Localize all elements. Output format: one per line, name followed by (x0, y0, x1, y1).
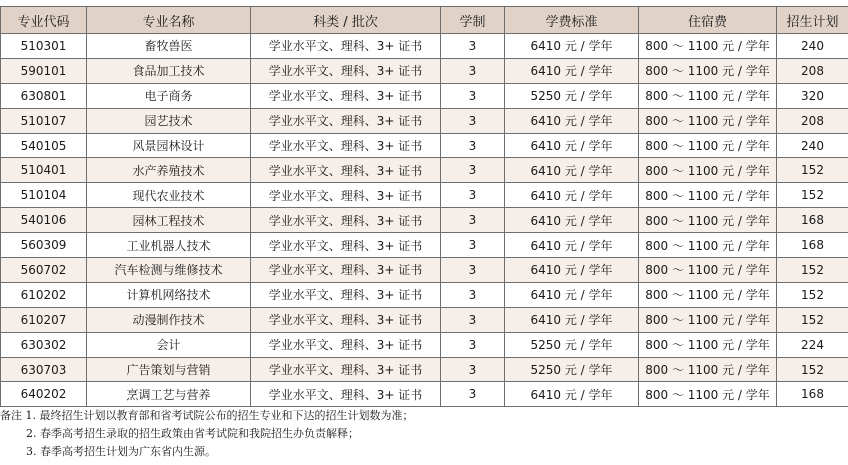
tuition-cell: 5250 元 / 学年 (505, 357, 639, 382)
major-code-cell: 610207 (1, 307, 87, 332)
table-row (1, 382, 848, 407)
header-category-batch: 科类 / 批次 (251, 7, 441, 34)
tuition-cell: 5250 元 / 学年 (505, 332, 639, 357)
tuition-cell: 6410 元 / 学年 (505, 382, 639, 407)
category-batch-cell: 学业水平文、理科、3+ 证书 (251, 258, 441, 283)
category-batch-cell: 学业水平文、理科、3+ 证书 (251, 282, 441, 307)
tuition-cell: 6410 元 / 学年 (505, 282, 639, 307)
enrollment-plan-cell: 208 (777, 108, 848, 133)
category-batch-cell: 学业水平文、理科、3+ 证书 (251, 307, 441, 332)
table-row (1, 282, 848, 307)
accommodation-cell: 800 ～ 1100 元 / 学年 (639, 382, 777, 407)
duration-cell: 3 (441, 282, 505, 307)
header-duration: 学制 (441, 7, 505, 34)
major-code-cell: 510104 (1, 183, 87, 208)
major-name-cell: 工业机器人技术 (87, 233, 251, 258)
major-name-cell: 汽车检测与维修技术 (87, 258, 251, 283)
table-row (1, 357, 848, 382)
accommodation-cell: 800 ～ 1100 元 / 学年 (639, 58, 777, 83)
table-row (1, 133, 848, 158)
accommodation-cell: 800 ～ 1100 元 / 学年 (639, 357, 777, 382)
enrollment-plan-cell: 152 (777, 258, 848, 283)
major-code-cell: 540105 (1, 133, 87, 158)
major-name-cell: 园艺技术 (87, 108, 251, 133)
tuition-cell: 5250 元 / 学年 (505, 83, 639, 108)
accommodation-cell: 800 ～ 1100 元 / 学年 (639, 83, 777, 108)
duration-cell: 3 (441, 108, 505, 133)
enrollment-plan-cell: 168 (777, 382, 848, 407)
category-batch-cell: 学业水平文、理科、3+ 证书 (251, 183, 441, 208)
note-line-1 (0, 407, 848, 425)
accommodation-cell: 800 ～ 1100 元 / 学年 (639, 233, 777, 258)
tuition-cell: 6410 元 / 学年 (505, 208, 639, 233)
major-code-cell: 630801 (1, 83, 87, 108)
major-code-cell: 510401 (1, 158, 87, 183)
table-row (1, 83, 848, 108)
tuition-cell: 6410 元 / 学年 (505, 108, 639, 133)
major-code-cell: 610202 (1, 282, 87, 307)
tuition-cell: 6410 元 / 学年 (505, 158, 639, 183)
major-name-cell: 食品加工技术 (87, 58, 251, 83)
duration-cell: 3 (441, 133, 505, 158)
header-tuition: 学费标准 (505, 7, 639, 34)
enrollment-plan-cell: 240 (777, 133, 848, 158)
category-batch-cell: 学业水平文、理科、3+ 证书 (251, 357, 441, 382)
enrollment-plan-cell: 168 (777, 208, 848, 233)
table-row (1, 208, 848, 233)
enrollment-plan-cell: 168 (777, 233, 848, 258)
accommodation-cell: 800 ～ 1100 元 / 学年 (639, 108, 777, 133)
table-row (1, 183, 848, 208)
category-batch-cell: 学业水平文、理科、3+ 证书 (251, 108, 441, 133)
category-batch-cell: 学业水平文、理科、3+ 证书 (251, 208, 441, 233)
table-row (1, 34, 848, 59)
accommodation-cell: 800 ～ 1100 元 / 学年 (639, 282, 777, 307)
major-code-cell: 510107 (1, 108, 87, 133)
table-row (1, 233, 848, 258)
major-name-cell: 会计 (87, 332, 251, 357)
duration-cell: 3 (441, 158, 505, 183)
table-header-row (1, 7, 848, 34)
duration-cell: 3 (441, 233, 505, 258)
enrollment-plan-cell: 152 (777, 183, 848, 208)
accommodation-cell: 800 ～ 1100 元 / 学年 (639, 133, 777, 158)
major-name-cell: 畜牧兽医 (87, 34, 251, 59)
note-item-1: 1. 最终招生计划以教育部和省考试院公布的招生专业和下达的招生计划数为准； (25, 409, 414, 422)
category-batch-cell: 学业水平文、理科、3+ 证书 (251, 158, 441, 183)
accommodation-cell: 800 ～ 1100 元 / 学年 (639, 307, 777, 332)
duration-cell: 3 (441, 382, 505, 407)
accommodation-cell: 800 ～ 1100 元 / 学年 (639, 258, 777, 283)
duration-cell: 3 (441, 258, 505, 283)
major-name-cell: 风景园林设计 (87, 133, 251, 158)
tuition-cell: 6410 元 / 学年 (505, 258, 639, 283)
major-name-cell: 动漫制作技术 (87, 307, 251, 332)
category-batch-cell: 学业水平文、理科、3+ 证书 (251, 233, 441, 258)
accommodation-cell: 800 ～ 1100 元 / 学年 (639, 158, 777, 183)
enrollment-plan-cell: 152 (777, 307, 848, 332)
accommodation-cell: 800 ～ 1100 元 / 学年 (639, 332, 777, 357)
table-row (1, 307, 848, 332)
note-line-2 (0, 425, 848, 443)
enrollment-plan-cell: 152 (777, 357, 848, 382)
major-code-cell: 540106 (1, 208, 87, 233)
major-code-cell: 640202 (1, 382, 87, 407)
enrollment-plan-cell: 152 (777, 158, 848, 183)
category-batch-cell: 学业水平文、理科、3+ 证书 (251, 58, 441, 83)
enrollment-plan-table (0, 6, 848, 407)
tuition-cell: 6410 元 / 学年 (505, 307, 639, 332)
note-line-3 (0, 443, 848, 461)
tuition-cell: 6410 元 / 学年 (505, 133, 639, 158)
enrollment-plan-table-container (0, 6, 848, 407)
enrollment-plan-cell: 320 (777, 83, 848, 108)
major-name-cell: 烹调工艺与营养 (87, 382, 251, 407)
table-row (1, 258, 848, 283)
category-batch-cell: 学业水平文、理科、3+ 证书 (251, 332, 441, 357)
table-row (1, 108, 848, 133)
major-name-cell: 电子商务 (87, 83, 251, 108)
category-batch-cell: 学业水平文、理科、3+ 证书 (251, 382, 441, 407)
major-name-cell: 广告策划与营销 (87, 357, 251, 382)
header-accommodation: 住宿费 (639, 7, 777, 34)
major-name-cell: 园林工程技术 (87, 208, 251, 233)
category-batch-cell: 学业水平文、理科、3+ 证书 (251, 34, 441, 59)
major-code-cell: 560702 (1, 258, 87, 283)
duration-cell: 3 (441, 332, 505, 357)
header-enrollment-plan: 招生计划 (777, 7, 848, 34)
header-major-name: 专业名称 (87, 7, 251, 34)
duration-cell: 3 (441, 83, 505, 108)
header-major-code: 专业代码 (1, 7, 87, 34)
table-body (1, 34, 848, 407)
duration-cell: 3 (441, 357, 505, 382)
tuition-cell: 6410 元 / 学年 (505, 58, 639, 83)
duration-cell: 3 (441, 307, 505, 332)
category-batch-cell: 学业水平文、理科、3+ 证书 (251, 133, 441, 158)
notes-section (0, 407, 848, 461)
major-code-cell: 630703 (1, 357, 87, 382)
enrollment-plan-cell: 152 (777, 282, 848, 307)
enrollment-plan-cell: 208 (777, 58, 848, 83)
major-name-cell: 计算机网络技术 (87, 282, 251, 307)
table-row (1, 58, 848, 83)
note-item-3: 3. 春季高考招生计划为广东省内生源。 (26, 445, 216, 458)
enrollment-plan-cell: 224 (777, 332, 848, 357)
table-row (1, 332, 848, 357)
duration-cell: 3 (441, 58, 505, 83)
major-name-cell: 现代农业技术 (87, 183, 251, 208)
note-item-2: 2. 春季高考招生录取的招生政策由省考试院和我院招生办负责解释； (26, 427, 359, 440)
accommodation-cell: 800 ～ 1100 元 / 学年 (639, 34, 777, 59)
duration-cell: 3 (441, 34, 505, 59)
major-code-cell: 630302 (1, 332, 87, 357)
accommodation-cell: 800 ～ 1100 元 / 学年 (639, 208, 777, 233)
major-code-cell: 590101 (1, 58, 87, 83)
tuition-cell: 6410 元 / 学年 (505, 183, 639, 208)
tuition-cell: 6410 元 / 学年 (505, 34, 639, 59)
major-code-cell: 510301 (1, 34, 87, 59)
notes-prefix: 备注 (0, 409, 22, 422)
accommodation-cell: 800 ～ 1100 元 / 学年 (639, 183, 777, 208)
enrollment-plan-cell: 240 (777, 34, 848, 59)
table-row (1, 158, 848, 183)
tuition-cell: 6410 元 / 学年 (505, 233, 639, 258)
duration-cell: 3 (441, 183, 505, 208)
category-batch-cell: 学业水平文、理科、3+ 证书 (251, 83, 441, 108)
major-name-cell: 水产养殖技术 (87, 158, 251, 183)
duration-cell: 3 (441, 208, 505, 233)
major-code-cell: 560309 (1, 233, 87, 258)
